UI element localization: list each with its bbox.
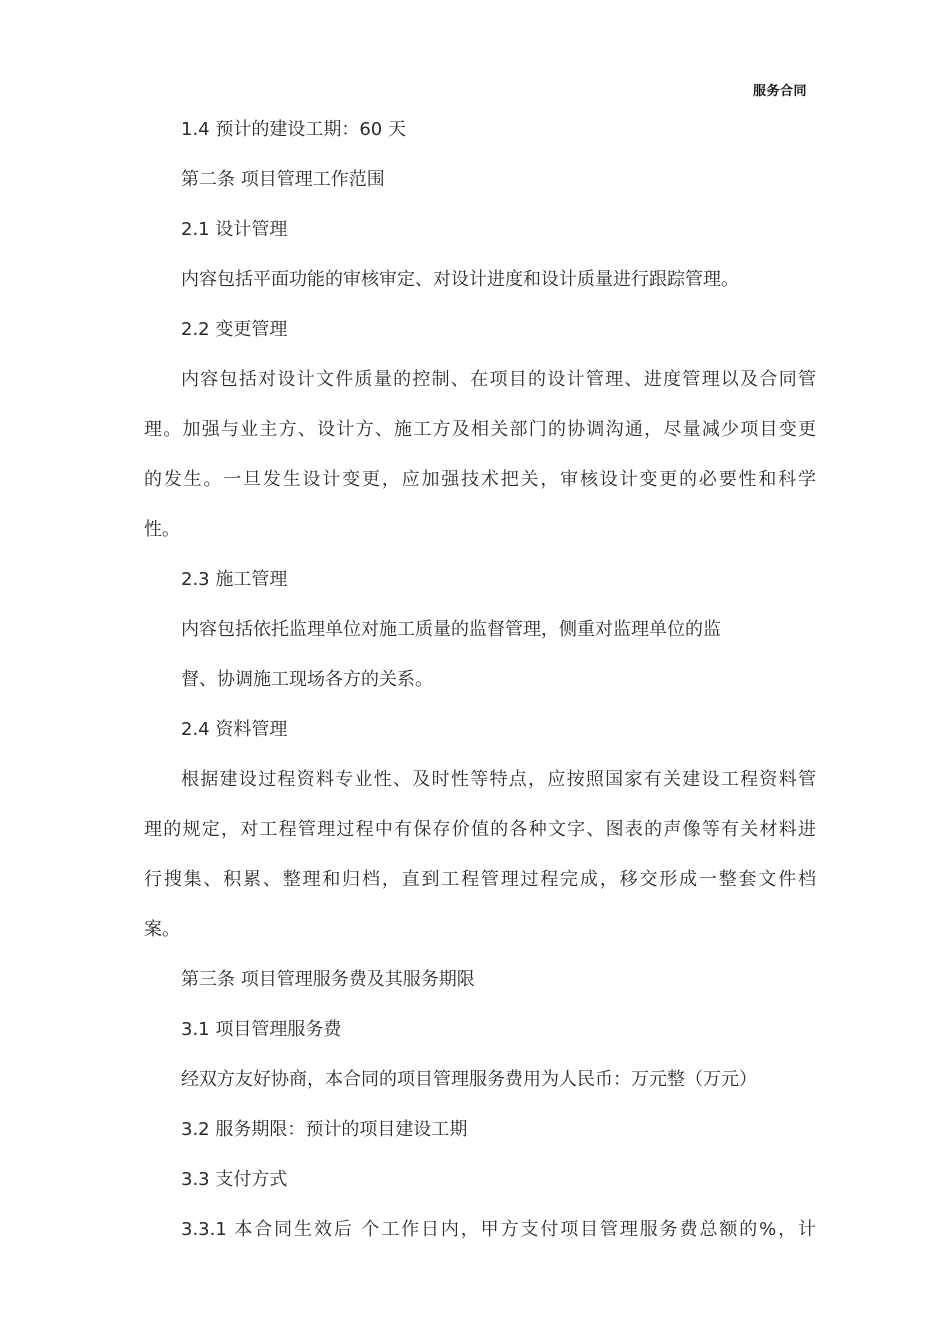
document-body — [144, 112, 816, 1262]
text-line: 案。 — [144, 919, 180, 940]
text-line: 行搜集、积累、整理和归档，直到工程管理过程完成，移交形成一整套文件档 — [144, 869, 816, 890]
text-line: 2.2 变更管理 — [181, 319, 288, 340]
page-header-title: 服务合同 — [752, 84, 807, 99]
text-line: 督、协调施工现场各方的关系。 — [181, 669, 433, 690]
text-line: 理。加强与业主方、设计方、施工方及相关部门的协调沟通，尽量减少项目变更 — [144, 419, 816, 440]
text-line: 1.4 预计的建设工期：60 天 — [181, 119, 406, 140]
text-line: 内容包括对设计文件质量的控制、在项目的设计管理、进度管理以及合同管 — [181, 369, 816, 390]
text-line: 2.4 资料管理 — [181, 719, 288, 740]
text-line: 经双方友好协商，本合同的项目管理服务费用为人民币：万元整（万元） — [181, 1069, 757, 1090]
text-line: 3.2 服务期限：预计的项目建设工期 — [181, 1119, 468, 1140]
text-line: 根据建设过程资料专业性、及时性等特点，应按照国家有关建设工程资料管 — [181, 769, 816, 790]
text-line: 内容包括平面功能的审核审定、对设计进度和设计质量进行跟踪管理。 — [181, 269, 739, 290]
text-line: 3.3 支付方式 — [181, 1169, 288, 1190]
text-line: 的发生。一旦发生设计变更，应加强技术把关，审核设计变更的必要性和科学 — [144, 469, 816, 490]
text-line: 第三条 项目管理服务费及其服务期限 — [181, 969, 475, 990]
text-line: 内容包括依托监理单位对施工质量的监督管理，侧重对监理单位的监 — [181, 619, 721, 640]
text-line: 2.1 设计管理 — [181, 219, 288, 240]
text-line: 2.3 施工管理 — [181, 569, 288, 590]
text-line: 3.3.1 本合同生效后 个工作日内，甲方支付项目管理服务费总额的%，计 — [181, 1219, 816, 1240]
text-line: 理的规定，对工程管理过程中有保存价值的各种文字、图表的声像等有关材料进 — [144, 819, 816, 840]
text-line: 性。 — [144, 519, 180, 540]
text-line: 3.1 项目管理服务费 — [181, 1019, 342, 1040]
text-line: 第二条 项目管理工作范围 — [181, 169, 385, 190]
